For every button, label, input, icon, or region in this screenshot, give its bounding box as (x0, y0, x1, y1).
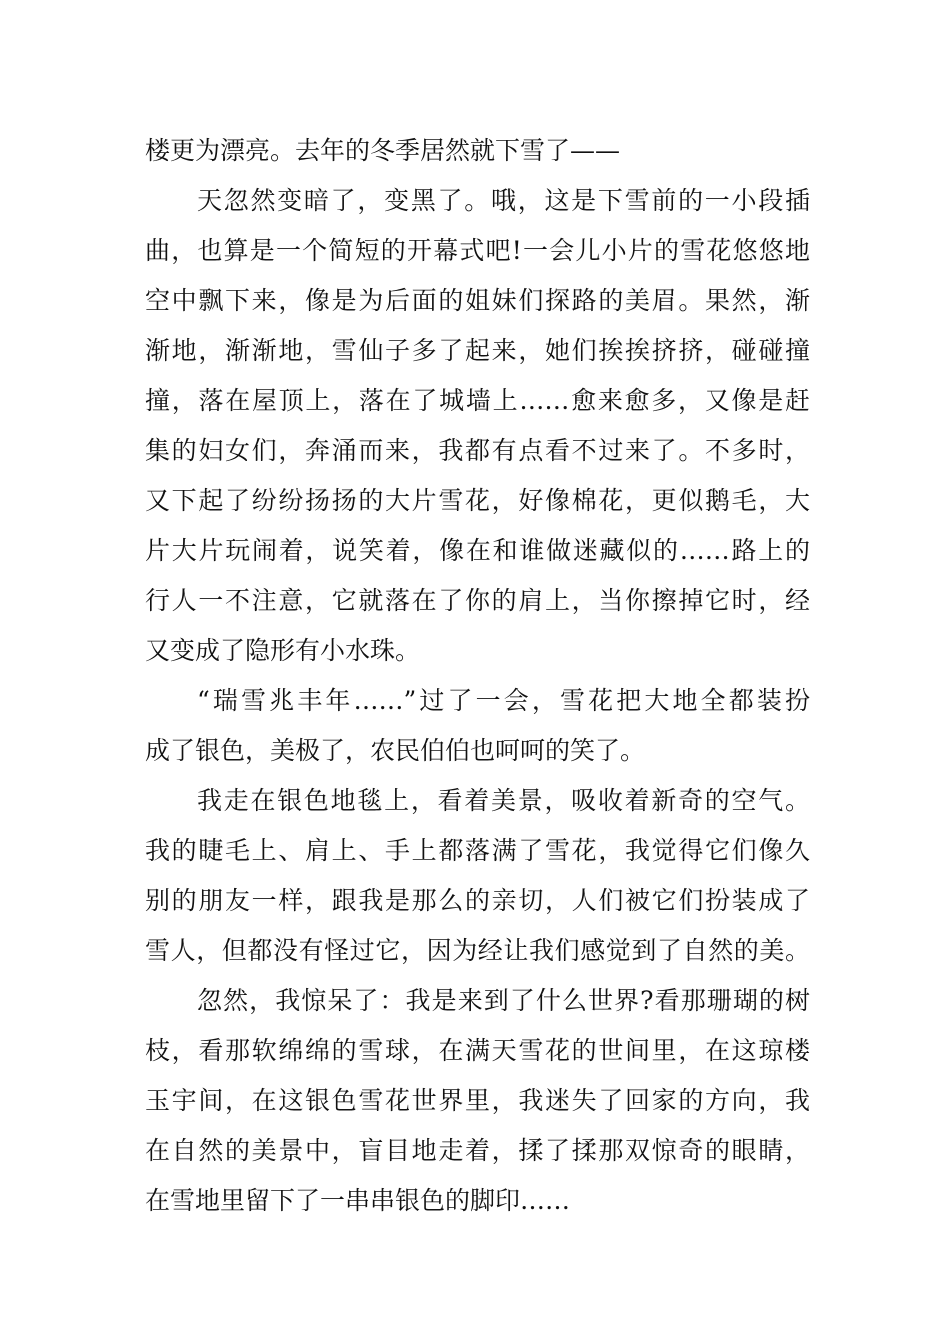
text-line: 曲，也算是一个简短的开幕式吧!一会儿小片的雪花悠悠地 (145, 236, 810, 265)
paragraph-last-line: 在雪地里留下了一串串银色的脚印…… (145, 1186, 571, 1215)
paragraph-last-line: 又变成了隐形有小水珠。 (145, 636, 421, 665)
text-line: 又下起了纷纷扬扬的大片雪花，好像棉花，更似鹅毛，大 (145, 486, 810, 515)
paragraph-last-line: 成了银色，美极了，农民伯伯也呵呵的笑了。 (145, 736, 646, 765)
text-line: 行人一不注意，它就落在了你的肩上，当你擦掉它时，经 (145, 586, 810, 615)
text-line: 空中飘下来，像是为后面的姐妹们探路的美眉。果然，渐 (145, 286, 810, 315)
text-line: 集的妇女们，奔涌而来，我都有点看不过来了。不多时， (145, 436, 810, 465)
text-line: 楼更为漂亮。去年的冬季居然就下雪了—— (145, 136, 621, 165)
paragraph-first-line: 我走在银色地毯上，看着美景，吸收着新奇的空气。 (197, 786, 810, 815)
paragraph-first-line: “瑞雪兆丰年……”过了一会，雪花把大地全都装扮 (197, 686, 810, 715)
text-line: 片大片玩闹着，说笑着，像在和谁做迷藏似的……路上的 (145, 536, 810, 565)
paragraph-last-line: 雪人，但都没有怪过它，因为经让我们感觉到了自然的美。 (145, 936, 810, 965)
essay-body (145, 126, 810, 1226)
text-line: 玉宇间，在这银色雪花世界里，我迷失了回家的方向，我 (145, 1086, 810, 1115)
paragraph-first-line: 忽然，我惊呆了：我是来到了什么世界?看那珊瑚的树 (197, 986, 810, 1015)
paragraph-first-line: 天忽然变暗了，变黑了。哦，这是下雪前的一小段插 (197, 186, 810, 215)
text-line: 别的朋友一样，跟我是那么的亲切，人们被它们扮装成了 (145, 886, 810, 915)
text-line: 在自然的美景中，盲目地走着，揉了揉那双惊奇的眼睛， (145, 1136, 810, 1165)
text-line: 渐地，渐渐地，雪仙子多了起来，她们挨挨挤挤，碰碰撞 (145, 336, 810, 365)
text-line: 枝，看那软绵绵的雪球，在满天雪花的世间里，在这琼楼 (145, 1036, 810, 1065)
text-line: 我的睫毛上、肩上、手上都落满了雪花，我觉得它们像久 (145, 836, 810, 865)
text-line: 撞，落在屋顶上，落在了城墙上……愈来愈多，又像是赶 (145, 386, 810, 415)
